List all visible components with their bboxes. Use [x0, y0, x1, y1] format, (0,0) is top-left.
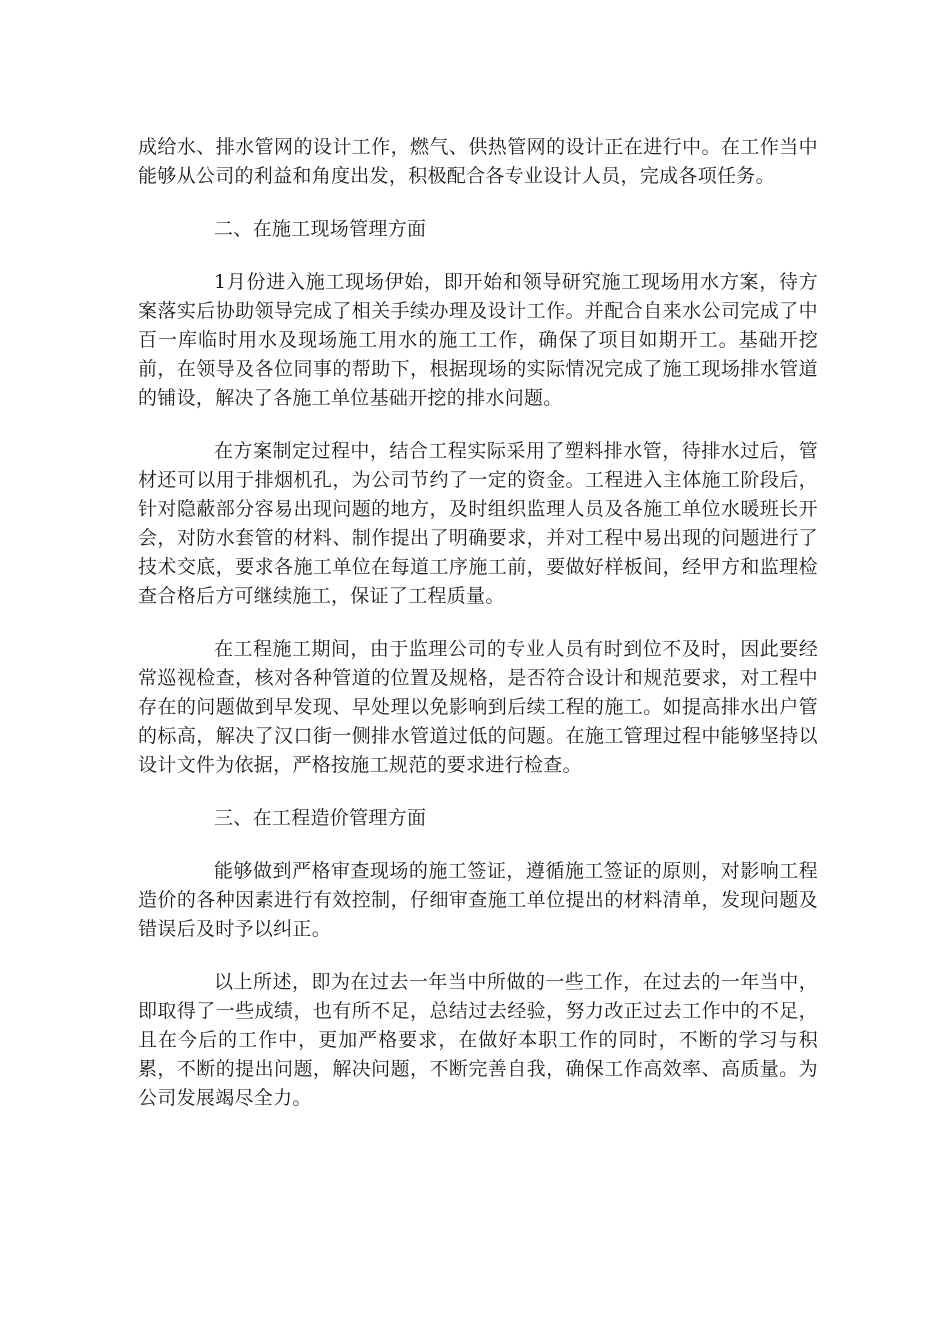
paragraph-site-water-plan: 1月份进入施工现场伊始，即开始和领导研究施工现场用水方案，待方案落实后协助领导完成了相关手续办理及设计工作。并配合自来水公司完成了中百一库临时用水及现场施工用水的施工工作，确保了项目如期开工。基础开挖前，在领导及各位同事的帮助下，根据现场的实际情况完成了施工现场排水管道的铺设，解决了各施工单位基础开挖的排水问题。 [138, 271, 818, 409]
paragraph-cost-control: 能够做到严格审查现场的施工签证，遵循施工签证的原则，对影响工程造价的各种因素进行有效控制，仔细审查施工单位提出的材料清单，发现问题及错误后及时予以纠正。 [138, 860, 818, 940]
paragraph-inspection: 在工程施工期间，由于监理公司的专业人员有时到位不及时，因此要经常巡视检查，核对各种管道的位置及规格，是否符合设计和规范要求，对工程中存在的问题做到早发现、早处理以免影响到后续工程的施工。如提高排水出户管的标高，解决了汉口街一侧排水管道过低的问题。在施工管理过程中能够坚持以设计文件为依据，严格按施工规范的要求进行检查。 [138, 638, 818, 776]
paragraph-summary: 以上所述，即为在过去一年当中所做的一些工作，在过去的一年当中，即取得了一些成绩，也有所不足，总结过去经验，努力改正过去工作中的不足，且在今后的工作中，更加严格要求，在做好本职工作的同时，不断的学习与积累，不断的提出问题，解决问题，不断完善自我，确保工作高效率、高质量。为公司发展竭尽全力。 [138, 971, 818, 1109]
document-body [138, 133, 818, 1113]
section-heading-cost-management: 三、在工程造价管理方面 [214, 807, 427, 829]
paragraph-drainage-pipe: 在方案制定过程中，结合工程实际采用了塑料排水管，待排水过后，管材还可以用于排烟机孔，为公司节约了一定的资金。工程进入主体施工阶段后，针对隐蔽部分容易出现问题的地方，及时组织监理人员及各施工单位水暖班长开会，对防水套管的材料、制作提出了明确要求，并对工程中易出现的问题进行了技术交底，要求各施工单位在每道工序施工前，要做好样板间，经甲方和监理检查合格后方可继续施工，保证了工程质量。 [138, 440, 818, 607]
paragraph-continuation: 成给水、排水管网的设计工作，燃气、供热管网的设计正在进行中。在工作当中能够从公司的利益和角度出发，积极配合各专业设计人员，完成各项任务。 [138, 136, 818, 187]
section-heading-site-management: 二、在施工现场管理方面 [214, 218, 427, 240]
